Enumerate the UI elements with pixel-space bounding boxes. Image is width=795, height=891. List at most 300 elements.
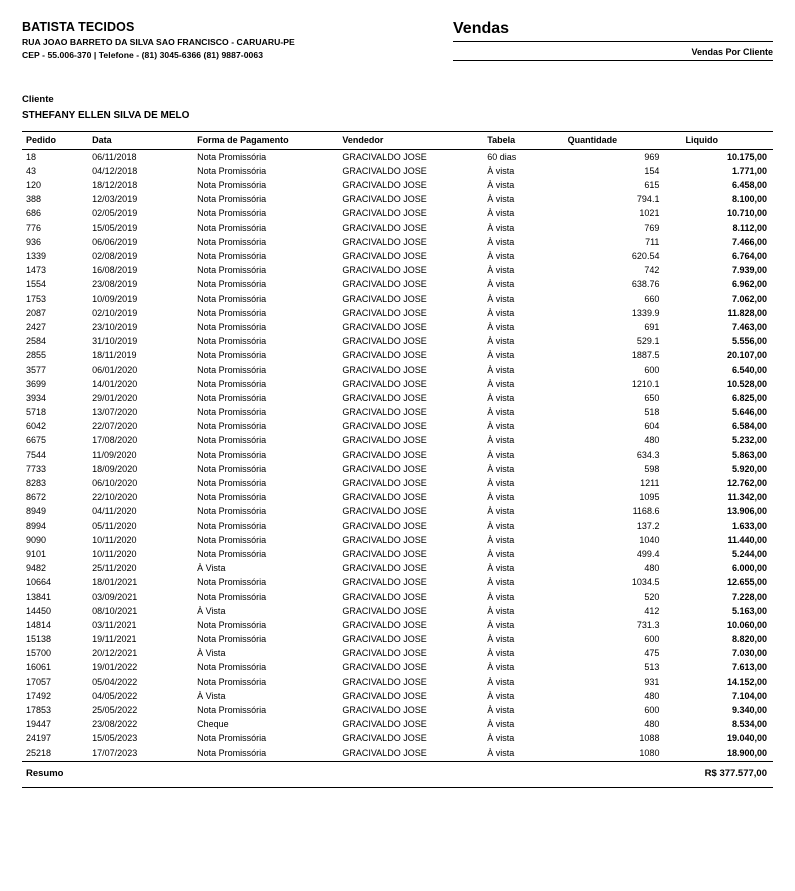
cell-vendedor: GRACIVALDO JOSE — [342, 463, 427, 474]
cell-quantidade: 1210.1 — [631, 378, 660, 389]
cell-quantidade: 412 — [644, 605, 660, 616]
cell-liquido: 10.175,00 — [726, 151, 767, 162]
cell-tabela: À vista — [487, 421, 515, 432]
cell-tabela: À vista — [487, 293, 515, 304]
cell-forma-de-pagamento: Nota Promissória — [197, 279, 267, 290]
cell-quantidade: 620.54 — [631, 251, 660, 262]
cell-forma-de-pagamento: Nota Promissória — [197, 733, 267, 744]
cell-vendedor: GRACIVALDO JOSE — [342, 364, 427, 375]
table-row — [22, 235, 773, 249]
client-name: STHEFANY ELLEN SILVA DE MELO — [22, 110, 190, 122]
cell-liquido: 20.107,00 — [726, 350, 767, 361]
cell-vendedor: GRACIVALDO JOSE — [342, 662, 427, 673]
cell-pedido: 6042 — [26, 421, 47, 432]
cell-vendedor: GRACIVALDO JOSE — [342, 336, 427, 347]
cell-tabela: À vista — [487, 747, 515, 758]
cell-data: 15/05/2023 — [92, 733, 138, 744]
cell-forma-de-pagamento: Cheque — [197, 719, 229, 730]
table-row — [22, 660, 773, 674]
cell-pedido: 25218 — [26, 747, 52, 758]
cell-pedido: 14814 — [26, 619, 52, 630]
company-name: BATISTA TECIDOS — [22, 20, 135, 34]
cell-pedido: 24197 — [26, 733, 52, 744]
table-row — [22, 164, 773, 178]
cell-forma-de-pagamento: Nota Promissória — [197, 435, 267, 446]
cell-data: 02/05/2019 — [92, 208, 138, 219]
cell-liquido: 8.820,00 — [731, 634, 767, 645]
cell-vendedor: GRACIVALDO JOSE — [342, 350, 427, 361]
cell-liquido: 7.062,00 — [731, 293, 767, 304]
cell-forma-de-pagamento: Nota Promissória — [197, 421, 267, 432]
column-header-forma-de-pagamento: Forma de Pagamento — [197, 131, 342, 149]
cell-pedido: 15138 — [26, 634, 52, 645]
cell-liquido: 6.764,00 — [731, 251, 767, 262]
cell-vendedor: GRACIVALDO JOSE — [342, 407, 427, 418]
table-row — [22, 604, 773, 618]
cell-data: 25/11/2020 — [92, 563, 137, 574]
cell-quantidade: 499.4 — [636, 548, 660, 559]
cell-vendedor: GRACIVALDO JOSE — [342, 180, 427, 191]
column-header-liquido: Liquido — [675, 131, 773, 149]
cell-tabela: À vista — [487, 251, 515, 262]
cell-forma-de-pagamento: Nota Promissória — [197, 236, 267, 247]
cell-forma-de-pagamento: Nota Promissória — [197, 634, 267, 645]
cell-forma-de-pagamento: Nota Promissória — [197, 591, 267, 602]
cell-data: 10/11/2020 — [92, 548, 137, 559]
cell-pedido: 2855 — [26, 350, 47, 361]
cell-vendedor: GRACIVALDO JOSE — [342, 307, 427, 318]
client-label: Cliente — [22, 94, 54, 106]
cell-forma-de-pagamento: Nota Promissória — [197, 506, 267, 517]
cell-liquido: 10.528,00 — [726, 378, 767, 389]
cell-pedido: 17057 — [26, 676, 52, 687]
company-contact: CEP - 55.006-370 | Telefone - (81) 3045-6366 (81) 9887-0063 — [22, 49, 264, 60]
cell-forma-de-pagamento: Nota Promissória — [197, 478, 267, 489]
cell-liquido: 6.584,00 — [731, 421, 767, 432]
cell-data: 18/12/2018 — [92, 180, 138, 191]
table-row — [22, 462, 773, 476]
cell-data: 05/04/2022 — [92, 676, 138, 687]
page-title: Vendas — [453, 20, 773, 42]
cell-forma-de-pagamento: Nota Promissória — [197, 449, 267, 460]
cell-tabela: À vista — [487, 165, 515, 176]
cell-vendedor: GRACIVALDO JOSE — [342, 676, 427, 687]
cell-pedido: 8283 — [26, 478, 47, 489]
cell-quantidade: 1080 — [639, 747, 660, 758]
cell-quantidade: 600 — [644, 634, 660, 645]
cell-forma-de-pagamento: Nota Promissória — [197, 350, 267, 361]
cell-quantidade: 650 — [644, 392, 660, 403]
cell-pedido: 9090 — [26, 534, 47, 545]
cell-vendedor: GRACIVALDO JOSE — [342, 194, 427, 205]
cell-quantidade: 660 — [644, 293, 660, 304]
table-row — [22, 348, 773, 362]
cell-liquido: 7.613,00 — [731, 662, 767, 673]
table-row — [22, 391, 773, 405]
cell-vendedor: GRACIVALDO JOSE — [342, 563, 427, 574]
cell-vendedor: GRACIVALDO JOSE — [342, 265, 427, 276]
cell-vendedor: GRACIVALDO JOSE — [342, 222, 427, 233]
cell-tabela: À vista — [487, 520, 515, 531]
cell-vendedor: GRACIVALDO JOSE — [342, 690, 427, 701]
cell-vendedor: GRACIVALDO JOSE — [342, 619, 427, 630]
cell-liquido: 5.244,00 — [731, 548, 767, 559]
page-bottom-divider — [22, 787, 773, 788]
cell-forma-de-pagamento: Nota Promissória — [197, 705, 267, 716]
cell-forma-de-pagamento: Nota Promissória — [197, 194, 267, 205]
cell-data: 23/10/2019 — [92, 321, 138, 332]
cell-tabela: À vista — [487, 350, 515, 361]
cell-vendedor: GRACIVALDO JOSE — [342, 321, 427, 332]
cell-data: 15/05/2019 — [92, 222, 138, 233]
cell-liquido: 12.655,00 — [726, 577, 767, 588]
cell-quantidade: 600 — [644, 705, 660, 716]
cell-pedido: 19447 — [26, 719, 52, 730]
cell-quantidade: 1088 — [639, 733, 660, 744]
cell-vendedor: GRACIVALDO JOSE — [342, 208, 427, 219]
cell-forma-de-pagamento: Nota Promissória — [197, 577, 267, 588]
cell-pedido: 1753 — [26, 293, 47, 304]
cell-tabela: À vista — [487, 336, 515, 347]
report-subtitle: Vendas Por Cliente — [453, 42, 773, 61]
cell-tabela: À vista — [487, 449, 515, 460]
table-row — [22, 632, 773, 646]
cell-data: 06/10/2020 — [92, 478, 138, 489]
table-row — [22, 746, 773, 760]
cell-tabela: À vista — [487, 265, 515, 276]
table-row — [22, 263, 773, 277]
cell-vendedor: GRACIVALDO JOSE — [342, 378, 427, 389]
cell-liquido: 5.646,00 — [731, 407, 767, 418]
cell-quantidade: 480 — [644, 690, 660, 701]
table-row — [22, 731, 773, 745]
cell-liquido: 5.163,00 — [731, 605, 767, 616]
cell-liquido: 8.100,00 — [731, 194, 767, 205]
client-section — [22, 93, 773, 123]
table-header — [22, 131, 773, 149]
cell-quantidade: 711 — [645, 236, 660, 247]
cell-data: 14/01/2020 — [92, 378, 138, 389]
table-row — [22, 277, 773, 291]
cell-liquido: 14.152,00 — [726, 676, 767, 687]
table-row — [22, 221, 773, 235]
cell-data: 10/09/2019 — [92, 293, 138, 304]
cell-forma-de-pagamento: Nota Promissória — [197, 293, 267, 304]
cell-tabela: À vista — [487, 222, 515, 233]
cell-vendedor: GRACIVALDO JOSE — [342, 520, 427, 531]
cell-pedido: 936 — [26, 236, 42, 247]
table-row — [22, 519, 773, 533]
summary-label: Resumo — [26, 767, 64, 779]
cell-quantidade: 1095 — [639, 492, 660, 503]
cell-liquido: 7.228,00 — [731, 591, 767, 602]
cell-tabela: À vista — [487, 378, 515, 389]
cell-quantidade: 513 — [644, 662, 660, 673]
cell-data: 06/01/2020 — [92, 364, 138, 375]
report-header — [22, 18, 773, 63]
cell-pedido: 3934 — [26, 392, 47, 403]
cell-liquido: 8.534,00 — [731, 719, 767, 730]
cell-pedido: 17853 — [26, 705, 52, 716]
cell-tabela: À vista — [487, 463, 515, 474]
cell-liquido: 11.828,00 — [727, 307, 767, 318]
cell-vendedor: GRACIVALDO JOSE — [342, 421, 427, 432]
cell-pedido: 686 — [26, 208, 42, 219]
column-header-data: Data — [92, 131, 197, 149]
cell-pedido: 1554 — [26, 279, 47, 290]
cell-quantidade: 638.76 — [631, 279, 660, 290]
cell-data: 19/11/2021 — [92, 634, 137, 645]
cell-liquido: 7.463,00 — [731, 321, 767, 332]
table-row — [22, 646, 773, 660]
cell-pedido: 17492 — [26, 690, 52, 701]
cell-data: 13/07/2020 — [92, 407, 138, 418]
cell-pedido: 15700 — [26, 648, 52, 659]
cell-tabela: À vista — [487, 648, 515, 659]
cell-liquido: 5.920,00 — [731, 463, 767, 474]
cell-forma-de-pagamento: Nota Promissória — [197, 662, 267, 673]
cell-quantidade: 520 — [644, 591, 660, 602]
cell-pedido: 120 — [26, 180, 42, 191]
table-row — [22, 476, 773, 490]
summary-row — [22, 762, 773, 779]
cell-quantidade: 615 — [644, 180, 660, 191]
cell-forma-de-pagamento: Nota Promissória — [197, 307, 267, 318]
cell-vendedor: GRACIVALDO JOSE — [342, 534, 427, 545]
cell-quantidade: 529.1 — [636, 336, 660, 347]
cell-tabela: À vista — [487, 279, 515, 290]
cell-quantidade: 1211 — [640, 478, 660, 489]
cell-liquido: 10.710,00 — [726, 208, 767, 219]
table-row — [22, 419, 773, 433]
cell-tabela: À vista — [487, 591, 515, 602]
cell-pedido: 2584 — [26, 336, 47, 347]
cell-vendedor: GRACIVALDO JOSE — [342, 733, 427, 744]
column-header-tabela: Tabela — [487, 131, 567, 149]
cell-data: 18/09/2020 — [92, 463, 138, 474]
cell-data: 12/03/2019 — [92, 194, 138, 205]
table-row — [22, 717, 773, 731]
cell-quantidade: 1168.6 — [632, 506, 660, 517]
table-row — [22, 533, 773, 547]
table-row — [22, 490, 773, 504]
cell-tabela: À vista — [487, 577, 515, 588]
cell-tabela: À vista — [487, 506, 515, 517]
cell-liquido: 7.466,00 — [731, 236, 767, 247]
cell-vendedor: GRACIVALDO JOSE — [342, 165, 427, 176]
cell-quantidade: 600 — [644, 364, 660, 375]
cell-quantidade: 480 — [644, 563, 660, 574]
cell-tabela: À vista — [487, 478, 515, 489]
cell-pedido: 2427 — [26, 321, 47, 332]
summary-total: R$ 377.577,00 — [704, 767, 767, 779]
cell-data: 02/10/2019 — [92, 307, 138, 318]
cell-liquido: 10.060,00 — [726, 619, 767, 630]
cell-quantidade: 794.1 — [636, 194, 660, 205]
cell-vendedor: GRACIVALDO JOSE — [342, 151, 427, 162]
cell-quantidade: 598 — [644, 463, 660, 474]
cell-quantidade: 634.3 — [636, 449, 660, 460]
cell-tabela: À vista — [487, 605, 515, 616]
cell-tabela: À vista — [487, 563, 515, 574]
cell-pedido: 5718 — [26, 407, 47, 418]
cell-vendedor: GRACIVALDO JOSE — [342, 747, 427, 758]
cell-tabela: À vista — [487, 662, 515, 673]
cell-tabela: À vista — [487, 307, 515, 318]
cell-quantidade: 1887.5 — [631, 350, 660, 361]
cell-vendedor: GRACIVALDO JOSE — [342, 478, 427, 489]
table-row — [22, 320, 773, 334]
table-row — [22, 433, 773, 447]
cell-quantidade: 931 — [644, 676, 660, 687]
cell-vendedor: GRACIVALDO JOSE — [342, 435, 427, 446]
cell-pedido: 13841 — [26, 591, 52, 602]
cell-tabela: 60 dias — [487, 151, 517, 162]
cell-data: 20/12/2021 — [92, 648, 138, 659]
column-header-pedido: Pedido — [22, 131, 92, 149]
cell-pedido: 388 — [26, 194, 42, 205]
cell-quantidade: 518 — [644, 407, 660, 418]
cell-quantidade: 1040 — [639, 534, 660, 545]
cell-tabela: À vista — [487, 364, 515, 375]
table-row — [22, 448, 773, 462]
cell-data: 11/09/2020 — [92, 449, 137, 460]
table-row — [22, 192, 773, 206]
cell-quantidade: 742 — [644, 265, 660, 276]
cell-data: 16/08/2019 — [92, 265, 138, 276]
cell-liquido: 11.342,00 — [727, 492, 767, 503]
cell-liquido: 6.540,00 — [731, 364, 767, 375]
cell-vendedor: GRACIVALDO JOSE — [342, 719, 427, 730]
cell-tabela: À vista — [487, 435, 515, 446]
cell-data: 19/01/2022 — [92, 662, 138, 673]
cell-vendedor: GRACIVALDO JOSE — [342, 492, 427, 503]
cell-vendedor: GRACIVALDO JOSE — [342, 449, 427, 460]
table-row — [22, 334, 773, 348]
cell-liquido: 7.030,00 — [731, 648, 767, 659]
table-row — [22, 618, 773, 632]
cell-quantidade: 1339.9 — [631, 307, 660, 318]
cell-forma-de-pagamento: À Vista — [197, 690, 226, 701]
cell-tabela: À vista — [487, 676, 515, 687]
table-row — [22, 405, 773, 419]
cell-forma-de-pagamento: Nota Promissória — [197, 251, 267, 262]
cell-pedido: 8949 — [26, 506, 47, 517]
cell-tabela: À vista — [487, 719, 515, 730]
column-header-vendedor: Vendedor — [342, 131, 487, 149]
cell-forma-de-pagamento: Nota Promissória — [197, 364, 267, 375]
cell-pedido: 3699 — [26, 378, 47, 389]
cell-tabela: À vista — [487, 733, 515, 744]
cell-forma-de-pagamento: Nota Promissória — [197, 151, 267, 162]
cell-forma-de-pagamento: Nota Promissória — [197, 336, 267, 347]
cell-data: 08/10/2021 — [92, 605, 138, 616]
cell-data: 03/11/2021 — [92, 619, 137, 630]
table-row — [22, 249, 773, 263]
cell-vendedor: GRACIVALDO JOSE — [342, 648, 427, 659]
table-row — [22, 178, 773, 192]
cell-forma-de-pagamento: Nota Promissória — [197, 392, 267, 403]
cell-tabela: À vista — [487, 208, 515, 219]
cell-vendedor: GRACIVALDO JOSE — [342, 548, 427, 559]
cell-vendedor: GRACIVALDO JOSE — [342, 605, 427, 616]
cell-liquido: 11.440,00 — [727, 534, 767, 545]
cell-vendedor: GRACIVALDO JOSE — [342, 634, 427, 645]
cell-pedido: 10664 — [26, 577, 52, 588]
table-row — [22, 292, 773, 306]
cell-forma-de-pagamento: Nota Promissória — [197, 407, 267, 418]
cell-liquido: 7.939,00 — [731, 265, 767, 276]
table-row — [22, 589, 773, 603]
table-header-row — [22, 131, 773, 149]
cell-data: 03/09/2021 — [92, 591, 138, 602]
cell-pedido: 7733 — [26, 463, 47, 474]
cell-forma-de-pagamento: À Vista — [197, 605, 226, 616]
table-row — [22, 504, 773, 518]
table-row — [22, 703, 773, 717]
cell-tabela: À vista — [487, 534, 515, 545]
cell-forma-de-pagamento: Nota Promissória — [197, 534, 267, 545]
cell-quantidade: 1034.5 — [631, 577, 660, 588]
cell-pedido: 43 — [26, 165, 37, 176]
cell-tabela: À vista — [487, 180, 515, 191]
cell-quantidade: 475 — [644, 648, 660, 659]
cell-tabela: À vista — [487, 548, 515, 559]
cell-forma-de-pagamento: Nota Promissória — [197, 747, 267, 758]
cell-tabela: À vista — [487, 492, 515, 503]
cell-quantidade: 480 — [644, 719, 660, 730]
cell-vendedor: GRACIVALDO JOSE — [342, 591, 427, 602]
cell-data: 18/11/2019 — [92, 350, 137, 361]
cell-tabela: À vista — [487, 690, 515, 701]
cell-forma-de-pagamento: Nota Promissória — [197, 520, 267, 531]
cell-vendedor: GRACIVALDO JOSE — [342, 705, 427, 716]
table-body — [22, 149, 773, 760]
title-block — [453, 18, 773, 61]
cell-quantidade: 604 — [644, 421, 660, 432]
cell-quantidade: 480 — [644, 435, 660, 446]
cell-pedido: 14450 — [26, 605, 52, 616]
cell-quantidade: 154 — [644, 165, 660, 176]
cell-vendedor: GRACIVALDO JOSE — [342, 577, 427, 588]
cell-data: 04/11/2020 — [92, 506, 137, 517]
cell-vendedor: GRACIVALDO JOSE — [342, 251, 427, 262]
cell-liquido: 12.762,00 — [726, 478, 767, 489]
table-row — [22, 377, 773, 391]
table-row — [22, 547, 773, 561]
cell-data: 23/08/2019 — [92, 279, 138, 290]
cell-liquido: 8.112,00 — [732, 222, 767, 233]
cell-vendedor: GRACIVALDO JOSE — [342, 392, 427, 403]
cell-liquido: 5.556,00 — [731, 336, 767, 347]
cell-data: 22/07/2020 — [92, 421, 138, 432]
cell-data: 02/08/2019 — [92, 251, 138, 262]
cell-vendedor: GRACIVALDO JOSE — [342, 236, 427, 247]
cell-pedido: 9482 — [26, 563, 47, 574]
cell-forma-de-pagamento: Nota Promissória — [197, 180, 267, 191]
cell-forma-de-pagamento: Nota Promissória — [197, 548, 267, 559]
table-row — [22, 149, 773, 164]
cell-tabela: À vista — [487, 236, 515, 247]
cell-tabela: À vista — [487, 392, 515, 403]
cell-liquido: 6.825,00 — [731, 392, 767, 403]
cell-pedido: 6675 — [26, 435, 47, 446]
cell-forma-de-pagamento: Nota Promissória — [197, 619, 267, 630]
cell-quantidade: 1021 — [639, 208, 660, 219]
cell-liquido: 6.962,00 — [731, 279, 767, 290]
cell-data: 10/11/2020 — [92, 534, 137, 545]
cell-pedido: 16061 — [26, 662, 52, 673]
